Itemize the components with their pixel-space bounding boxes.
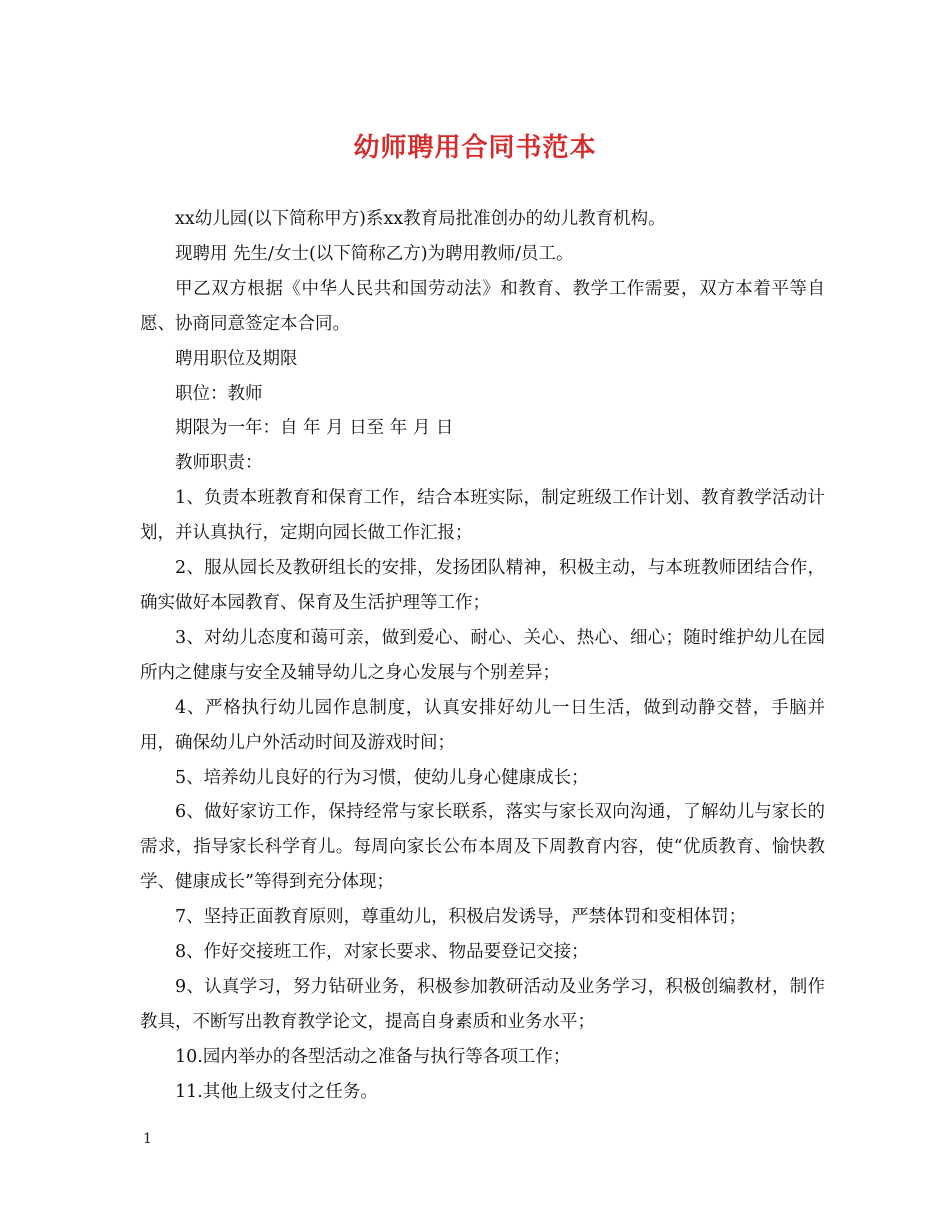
paragraph-intro: xx幼儿园(以下简称甲方)系xx教育局批准创办的幼儿教育机构。 [175, 209, 666, 229]
paragraph-position: 职位：教师 [175, 383, 263, 404]
duty-item-4: 4、严格执行幼儿园作息制度，认真安排好幼儿一日生活，做到动静交替，手脑并用，确保幼儿户外活动时间及游戏时间； [140, 697, 825, 753]
duty-item-7: 7、坚持正面教育原则，尊重幼儿，积极启发诱导，严禁体罚和变相体罚； [175, 907, 747, 928]
page-number: 1 [143, 1131, 152, 1147]
duty-item-5: 5、培养幼儿良好的行为习惯，使幼儿身心健康成长； [175, 767, 589, 788]
section-heading-position: 聘用职位及期限 [175, 348, 298, 369]
duty-item-2: 2、服从园长及教研组长的安排，发扬团队精神，积极主动，与本班教师团结合作，确实做好本园教育、保育及生活护理等工作； [140, 558, 825, 613]
duty-item-1: 1、负责本班教育和保育工作，结合本班实际，制定班级工作计划、教育教学活动计划，并认真执行，定期向园长做工作汇报； [140, 488, 825, 544]
paragraph-hire: 现聘用 先生/女士(以下简称乙方)为聘用教师/员工。 [175, 243, 574, 264]
duty-item-9: 9、认真学习，努力钻研业务，积极参加教研活动及业务学习，积极创编教材，制作教具，不断写出教育教学论文，提高自身素质和业务水平； [140, 976, 825, 1032]
duty-item-3: 3、对幼儿态度和蔼可亲，做到爱心、耐心、关心、热心、细心；随时维护幼儿在园所内之健康与安全及辅导幼儿之身心发展与个别差异； [140, 627, 825, 683]
document-title: 幼师聘用合同书范本 [353, 133, 597, 163]
section-heading-duties: 教师职责： [175, 453, 263, 474]
duty-item-6: 6、做好家访工作，保持经常与家长联系，落实与家长双向沟通，了解幼儿与家长的需求，指导家长科学育儿。每周向家长公布本周及下周教育内容，使“优质教育、愉快教学、健康成长”等得到充分体现； [140, 802, 825, 893]
duty-item-11: 11.其他上级支付之任务。 [175, 1081, 378, 1102]
document-body [140, 202, 825, 1110]
paragraph-agreement: 甲乙双方根据《中华人民共和国劳动法》和教育、教学工作需要，双方本着平等自愿、协商同意签定本合同。 [140, 278, 825, 334]
duty-item-10: 10.园内举办的各型活动之准备与执行等各项工作； [175, 1046, 571, 1067]
paragraph-term: 期限为一年：自 年 月 日至 年 月 日 [175, 418, 454, 439]
duty-item-8: 8、作好交接班工作，对家长要求、物品要登记交接； [175, 942, 589, 963]
